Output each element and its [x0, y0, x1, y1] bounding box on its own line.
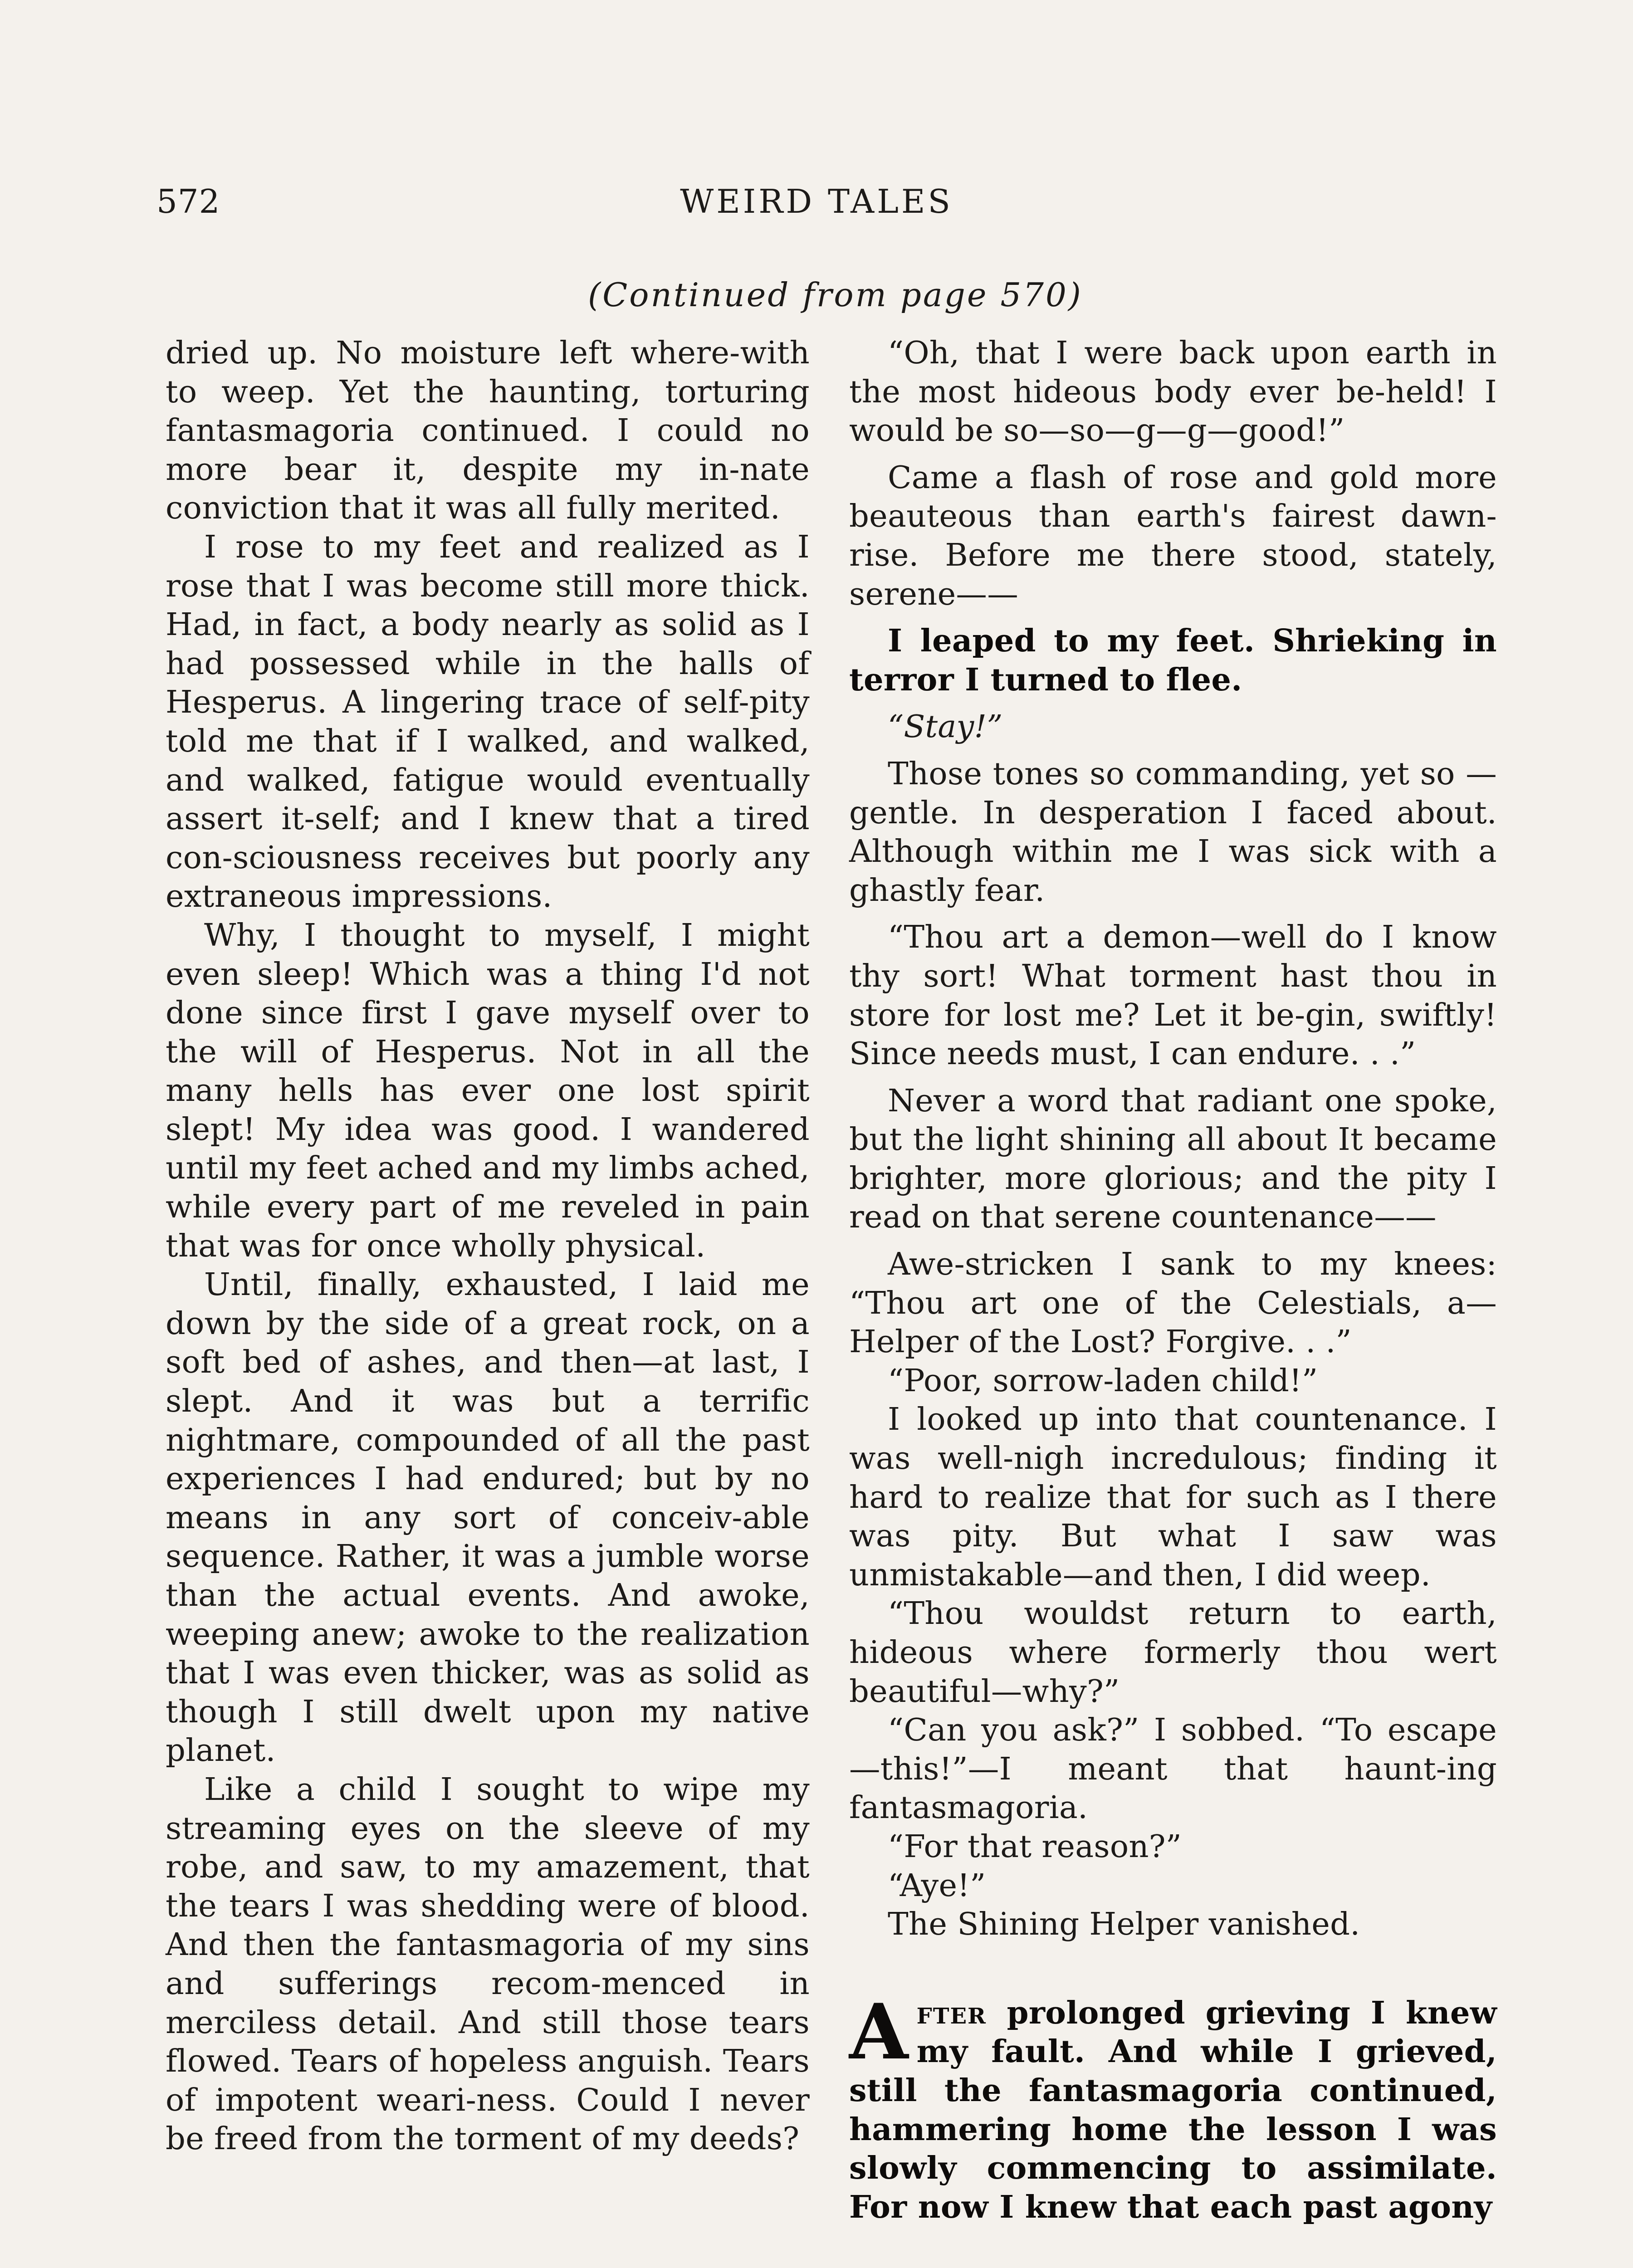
drop-cap: A — [849, 1986, 909, 2077]
paragraph: Came a flash of rose and gold more beauteous than earth's fairest dawn-rise. Before me there stood, stately, serene—— — [849, 459, 1497, 612]
paragraph: “For that reason?” — [888, 1828, 1182, 1865]
paragraph: Those tones so commanding, yet so —gentle. In desperation I faced about. Although within me I was sick with a ghastly fear. — [849, 755, 1497, 909]
paragraph: I looked up into that countenance. I was well-nigh incredulous; finding it hard to realize that for such as I there was pity. But what I saw was unmistakable—and then, I did weep. — [849, 1401, 1497, 1593]
paragraph: “Can you ask?” I sobbed. “To escape—this!”—I meant that haunt-ing fantasmagoria. — [849, 1712, 1497, 1826]
lead-small-caps: fter — [916, 1994, 987, 2031]
left-column — [166, 334, 810, 2159]
paragraph: “Stay!” — [888, 709, 1003, 745]
paragraph: “Poor, sorrow-laden child!” — [888, 1362, 1318, 1399]
paragraph: “Aye!” — [888, 1867, 986, 1904]
paragraph: “Thou art a demon—well do I know thy sort! What torment hast thou in store for lost me? Let it be-gin, swiftly! Since needs must, I can endure. . .” — [849, 919, 1497, 1072]
paragraph: Never a word that radiant one spoke, but the light shining all about It became brighter, more glorious; and the pity I read on that serene countenance—— — [849, 1082, 1497, 1236]
page-number: 572 — [156, 182, 220, 220]
continued-note: (Continued from page 570) — [588, 276, 1083, 314]
section-text: prolonged grieving I knew my fault. And while I grieved, still the fantasmagoria continued, hammering home the lesson I was slowly commencing to assimilate. For now I knew that each past agony — [849, 1994, 1497, 2225]
paragraph: “Thou wouldst return to earth, hideous where formerly thou wert beautiful—why?” — [849, 1595, 1497, 1710]
paragraph: The Shining Helper vanished. — [888, 1906, 1360, 1943]
paragraph: I rose to my feet and realized as I rose that I was become still more thick. Had, in fact, a body nearly as solid as I had possessed while in the halls of Hesperus. A lingering trace of self-pity told me that if I walked, and walked, and walked, fatigue would eventually assert it-self; and I knew that a tired con-sciousness receives but poorly any extraneous impressions. — [166, 528, 810, 915]
paragraph: Until, finally, exhausted, I laid me down by the side of a great rock, on a soft bed of ashes, and then—at last, I slept. And it was but a terrific nightmare, compounded of all the past experiences I had endured; but by no means in any sort of conceiv-able sequence. Rather, it was a jumble worse than the actual events. And awoke, weeping anew; awoke to the realization that I was even thicker, was as solid as though I still dwelt upon my native planet. — [166, 1266, 810, 1769]
paragraph: Awe-stricken I sank to my knees: “Thou art one of the Celestials, a—Helper of the Lost? Forgive. . .” — [849, 1246, 1497, 1360]
paragraph: Why, I thought to myself, I might even sleep! Which was a thing I'd not done since first I gave myself over to the will of Hesperus. Not in all the many hells has ever one lost spirit slept! My idea was good. I wandered until my feet ached and my limbs ached, while every part of me reveled in pain that was for once wholly physical. — [166, 917, 810, 1264]
running-head: WEIRD TALES — [680, 182, 953, 220]
paragraph: Like a child I sought to wipe my streaming eyes on the sleeve of my robe, and saw, to my amazement, that the tears I was shedding were of blood. And then the fantasmagoria of my sins and sufferings recom-menced in merciless detail. And still those tears flowed. Tears of hopeless anguish. Tears of impotent weari-ness. Could I never be freed from the torment of my deeds? — [166, 1771, 810, 2157]
paragraph: dried up. No moisture left where-with to weep. Yet the haunting, torturing fantasmagoria continued. I could no more bear it, despite my in-nate conviction that it was all fully merited. — [166, 335, 810, 527]
paragraph: I leaped to my feet. Shrieking in terror I turned to flee. — [849, 623, 1497, 698]
paragraph: “Oh, that I were back upon earth in the most hideous body ever be-held! I would be so—so—g—g—good!” — [849, 335, 1497, 449]
section-paragraph — [849, 1986, 1497, 2227]
right-column — [849, 334, 1497, 2227]
